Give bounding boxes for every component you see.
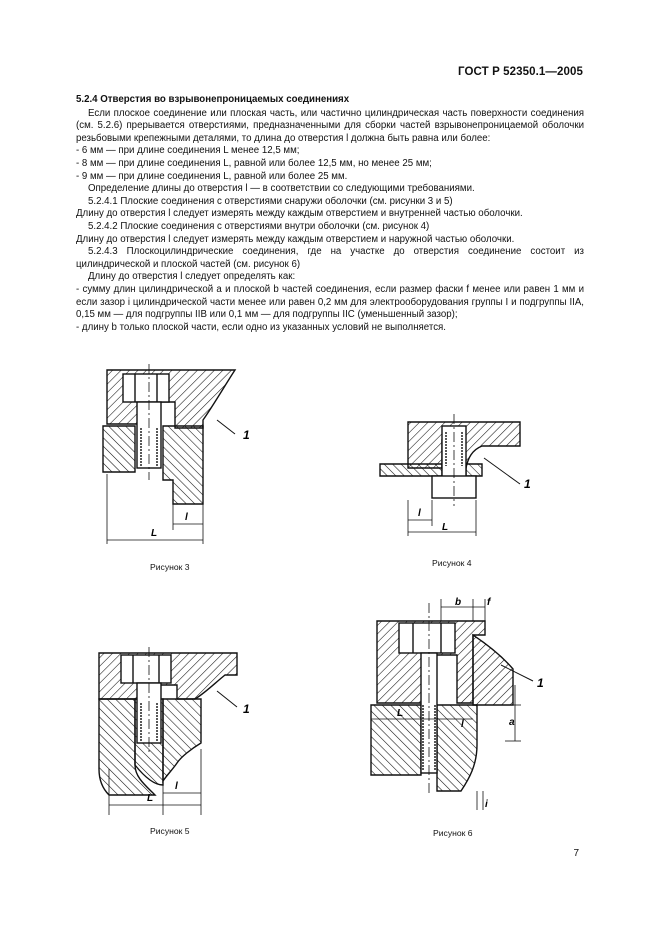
fig3-label-l: l [185, 512, 188, 523]
figure-4 [372, 410, 552, 540]
fig4-label-l: l [418, 508, 421, 519]
subsection-heading: 5.2.4.1 Плоские соединения с отверстиями снаружи оболочки (см. рисунки 3 и 5) [88, 195, 453, 207]
fig6-label-L: L [397, 708, 404, 719]
paragraph: Длину до отверстия l следует измерять между каждым отверстием и наружной частью оболочки. [76, 233, 515, 245]
fig6-label-a: a [509, 717, 515, 728]
list-item: - сумму длин цилиндрической a и плоской b частей соединения, если размер фаски f менее или равен 1 мм и если зазор i цилиндрической части менее или равен 0,2 мм для электрооборудования группы I и подгруппы IIA, 0,15 мм — для подгруппы IIB или 0,1 мм — для подгруппы IIC (уменьшенный зазор); [76, 283, 584, 321]
fig6-caption: Рисунок 6 [433, 828, 473, 838]
fig4-label-1: 1 [524, 477, 531, 491]
figure-3 [95, 362, 270, 552]
fig5-label-1: 1 [243, 702, 250, 716]
figure-5 [95, 645, 270, 815]
paragraph: Длину до отверстия l следует измерять между каждым отверстием и внутренней частью оболочки. [76, 208, 523, 220]
fig3-label-L: L [151, 528, 158, 539]
document-header: ГОСТ Р 52350.1—2005 [458, 66, 583, 78]
fig5-label-L: L [147, 793, 154, 804]
section-heading: 5.2.4 Отверстия во взрывонепроницаемых соединениях [76, 94, 350, 105]
paragraph: Длину до отверстия l следует определять как: [88, 271, 296, 283]
fig6-label-l: l [461, 719, 464, 730]
paragraph: Определение длины до отверстия l — в соответствии со следующими требованиями. [88, 183, 475, 195]
fig4-label-L: L [442, 522, 449, 533]
fig6-label-f: f [487, 597, 491, 608]
list-item: - длину b только плоской части, если одно из указанных условий не выполняется. [76, 321, 446, 333]
subsection-heading: 5.2.4.3 Плоскоцилиндрические соединения, где на участке до отверстия соединение состоит из цилиндрической и плоской частей (см. рисунок 6) [76, 246, 584, 270]
subsection-heading: 5.2.4.2 Плоские соединения с отверстиями внутри оболочки (см. рисунок 4) [88, 220, 430, 232]
fig3-label-1: 1 [243, 428, 250, 442]
figure-6 [365, 595, 555, 820]
fig3-caption: Рисунок 3 [150, 562, 190, 572]
page-number: 7 [573, 848, 579, 859]
list-item: - 6 мм — при длине соединения L менее 12,5 мм; [76, 145, 300, 157]
fig5-caption: Рисунок 5 [150, 826, 190, 836]
fig6-label-1: 1 [537, 676, 544, 690]
fig6-label-i: i [485, 799, 488, 810]
body-text [76, 94, 584, 334]
paragraph: Если плоское соединение или плоская часть, или частично цилиндрическая часть поверхности соединения (см. 5.2.6) прерывается отверстиями, предназначенными для сборки частей взрывонепроницаемой оболочки резьбовыми крепежными деталями, то длина до отверстия l должна быть равна или более: [76, 107, 584, 144]
fig5-label-l: l [175, 781, 178, 792]
list-item: - 9 мм — при длине соединения L, равной или более 25 мм. [76, 170, 348, 182]
fig6-label-b: b [455, 597, 462, 608]
list-item: - 8 мм — при длине соединения L, равной или более 12,5 мм, но менее 25 мм; [76, 157, 432, 169]
fig4-caption: Рисунок 4 [432, 558, 472, 568]
